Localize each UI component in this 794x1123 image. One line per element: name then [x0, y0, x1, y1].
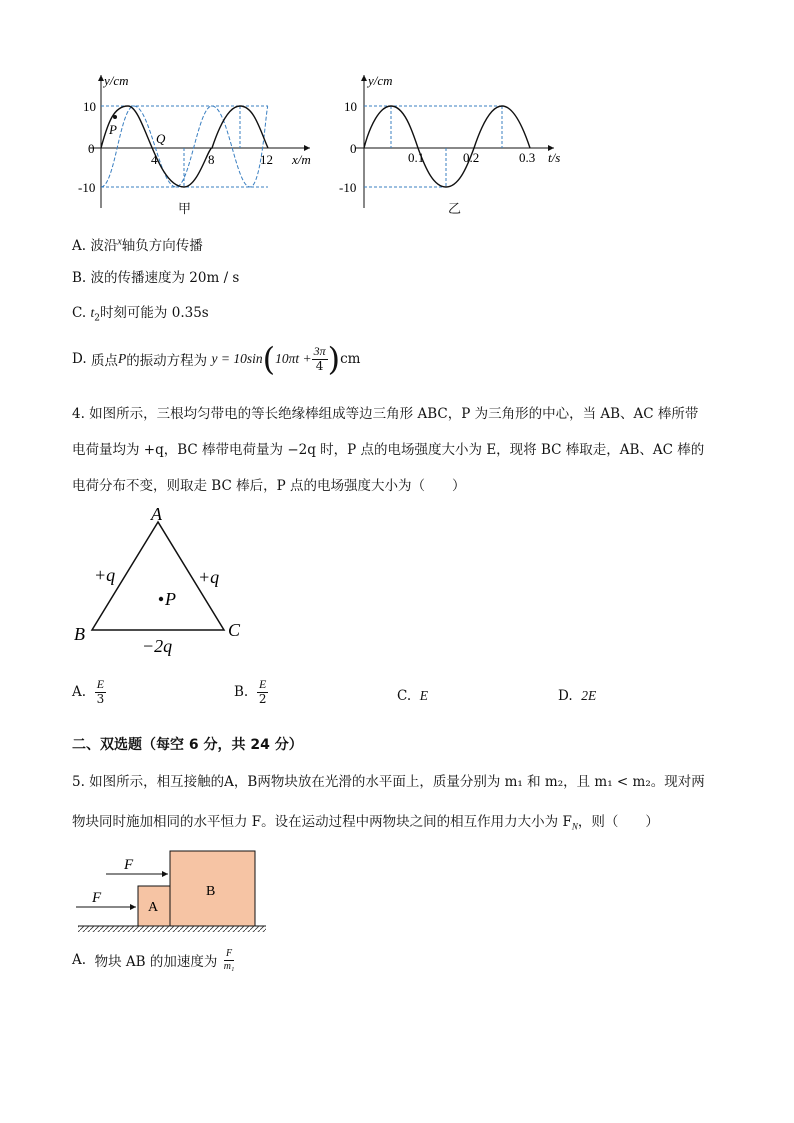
x-tick-8: 8 — [208, 152, 215, 167]
q3-option-a[interactable]: A. 波沿$^x$轴负方向传播 — [72, 236, 203, 254]
q4-option-a[interactable]: A. $\frac{E}{3}$ — [72, 677, 105, 706]
force-label-top: F — [124, 857, 134, 873]
point-p-dot — [159, 597, 163, 601]
charge-ac: +q — [198, 567, 220, 587]
y-tick-10: 10 — [344, 99, 357, 114]
vertex-c: C — [228, 620, 241, 640]
charge-bc: −2q — [142, 636, 173, 656]
q3-option-d[interactable]: D. 质点 P 的振动方程为 y = 10sin ( 10πt + $\frac{3\pi}{4}$ ) cm — [72, 340, 361, 378]
label-q: Q — [156, 131, 166, 146]
y-axis-label: y/cm — [104, 73, 129, 88]
d-fraction: $\frac{3\pi}{4}$ — [313, 343, 326, 373]
y-tick-10: 10 — [83, 99, 96, 114]
q4-line-1: 4. 如图所示，三根均匀带电的等长绝缘棒组成等边三角形 ABC，P 为三角形的中心，当 AB、AC 棒所带 — [72, 406, 699, 422]
y-tick-0: 0 — [350, 141, 357, 156]
block-b-label: B — [206, 884, 216, 899]
triangle-figure — [70, 502, 260, 662]
charge-ab: +q — [94, 565, 116, 585]
q5-line-1: 5. 如图所示，相互接触的A，B两物块放在光滑的水平面上，质量分别为 m₁ 和 m₂，且 m₁ < m₂。现对两 — [72, 774, 705, 790]
q5-line-2: 物块同时施加相同的水平恒力 F。设在运动过程中两物块之间的相互作用力大小为 $F_N$，则（ ） — [72, 814, 659, 832]
x-tick-0.2: 0.2 — [463, 150, 480, 165]
caption-yi: 乙 — [448, 202, 462, 217]
center-p: P — [165, 589, 176, 609]
x-tick-0.3: 0.3 — [519, 150, 536, 165]
q5-option-a[interactable]: A. 物块 AB 的加速度为 $\frac{F}{\text{m₁}}$ — [72, 948, 235, 972]
force-label-bottom: F — [92, 890, 102, 906]
point-p-dot — [113, 115, 117, 119]
x-axis-label: t/s — [548, 150, 561, 165]
q3-option-b[interactable]: B. 波的传播速度为 20m / s — [72, 270, 240, 286]
section-2-heading: 二、双选题（每空 6 分，共 24 分） — [72, 737, 303, 753]
vertex-b: B — [74, 624, 85, 644]
q4-option-b[interactable]: B. $\frac{E}{2}$ — [234, 677, 267, 706]
q3-option-c[interactable]: C. $t_2$时刻可能为 0.35s — [72, 305, 209, 324]
x-tick-4: 4 — [151, 152, 158, 167]
x-tick-0.1: 0.1 — [408, 150, 425, 165]
q4-line-3: 电荷分布不变，则取走 BC 棒后，P 点的电场强度大小为（ ） — [72, 478, 466, 494]
caption-jia: 甲 — [178, 202, 192, 217]
y-tick-neg10: -10 — [339, 180, 357, 195]
y-tick-neg10: -10 — [78, 180, 96, 195]
block-a-label: A — [148, 900, 159, 915]
x-axis-label: x/m — [292, 152, 311, 167]
wave-graph-jia — [70, 70, 330, 220]
vertex-a: A — [151, 504, 162, 524]
blocks-figure — [70, 845, 280, 940]
label-p: P — [109, 122, 117, 137]
vibration-curve — [364, 106, 530, 187]
x-tick-12: 12 — [260, 152, 273, 167]
y-tick-0: 0 — [88, 141, 95, 156]
y-axis-label: y/cm — [368, 73, 393, 88]
ground-hatch — [78, 926, 266, 932]
q4-option-d[interactable]: D. 2E — [558, 688, 597, 704]
q4-line-2: 电荷量均为 +q，BC 棒带电荷量为 −2q 时，P 点的电场强度大小为 E，现将 BC 棒取走，AB、AC 棒的 — [72, 442, 705, 458]
q4-option-c[interactable]: C. E — [397, 688, 428, 704]
